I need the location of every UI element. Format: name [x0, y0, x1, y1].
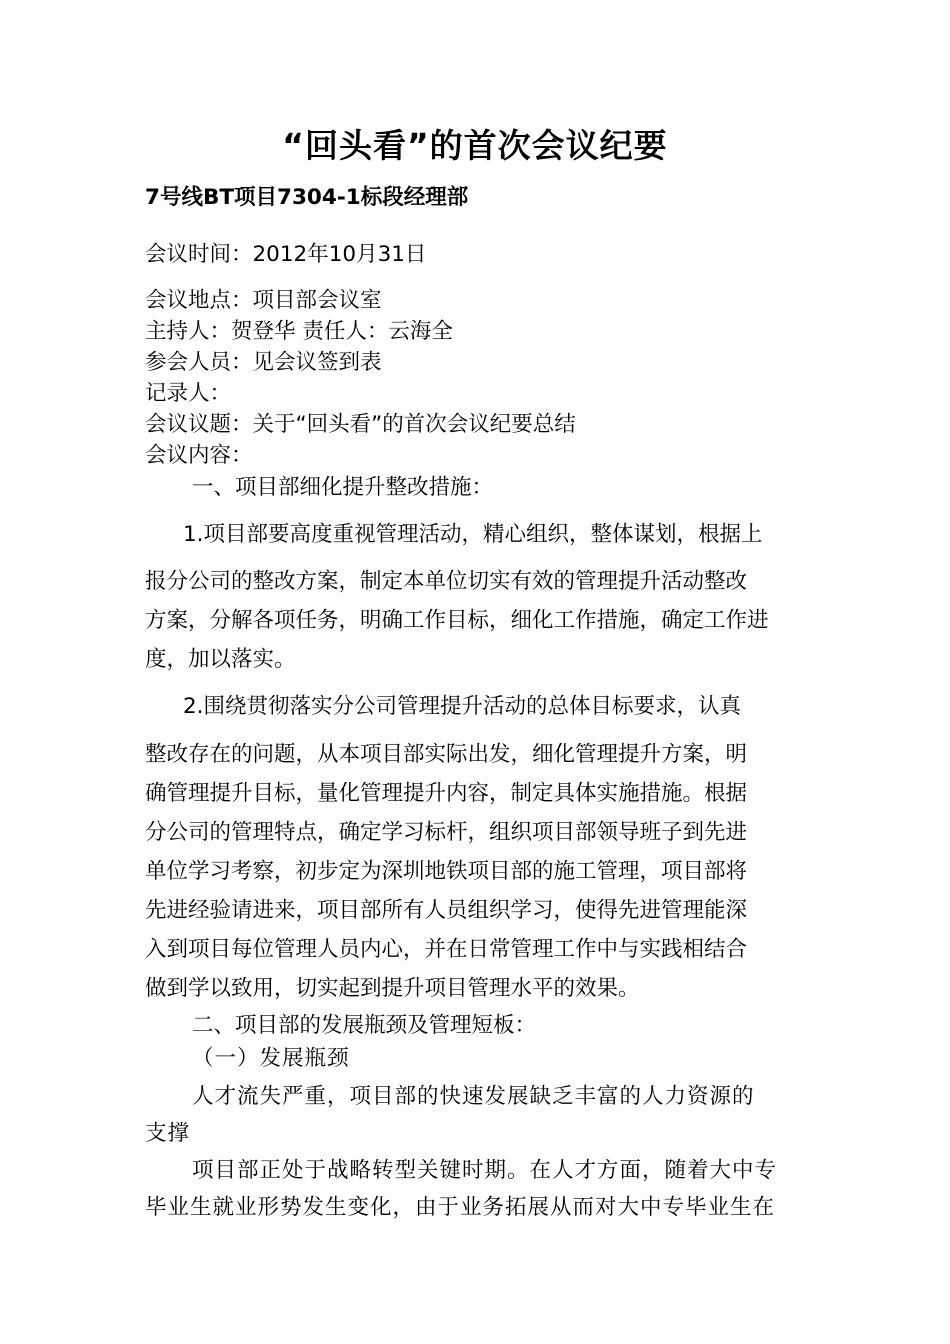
- item2-line: 2.围绕贯彻落实分公司管理提升活动的总体目标要求，认真: [183, 694, 742, 719]
- meeting-place: 会议地点：项目部会议室: [145, 288, 382, 313]
- meeting-time: 会议时间：2012年10月31日: [145, 242, 427, 267]
- transition-line: 毕业生就业形势发生变化，由于业务拓展从而对大中专毕业生在: [145, 1195, 776, 1220]
- item2-line: 先进经验请进来，项目部所有人员组织学习，使得先进管理能深: [145, 898, 748, 923]
- talent-line: 支撑: [145, 1121, 191, 1146]
- transition-line: 项目部正处于战略转型关键时期。在人才方面，随着大中专: [192, 1158, 778, 1183]
- item2-line: 确管理提升目标，量化管理提升内容，制定具体实施措施。根据: [145, 781, 748, 806]
- item2-line: 入到项目每位管理人员内心，并在日常管理工作中与实践相结合: [145, 937, 748, 962]
- document-title: “回头看”的首次会议纪要: [282, 126, 668, 165]
- item2-line: 单位学习考察，初步定为深圳地铁项目部的施工管理，项目部将: [145, 859, 748, 884]
- section1-heading: 一、项目部细化提升整改措施：: [192, 475, 494, 500]
- item2-line: 分公司的管理特点，确定学习标杆，组织项目部领导班子到先进: [145, 820, 748, 845]
- item2-line: 做到学以致用，切实起到提升项目管理水平的效果。: [145, 976, 640, 1001]
- recorder: 记录人：: [145, 381, 232, 406]
- section2-heading: 二、项目部的发展瓶颈及管理短板：: [192, 1013, 537, 1038]
- item1-line: 度，加以落实。: [145, 647, 296, 672]
- item1-line: 报分公司的整改方案，制定本单位切实有效的管理提升活动整改: [145, 569, 748, 594]
- host-and-owner: 主持人：贺登华 责任人：云海全: [145, 319, 453, 344]
- org-line: 7号线BT项目7304-1标段经理部: [145, 185, 469, 210]
- attendees: 参会人员：见会议签到表: [145, 350, 382, 375]
- talent-line: 人才流失严重，项目部的快速发展缺乏丰富的人力资源的: [192, 1084, 755, 1109]
- content-label: 会议内容：: [145, 443, 253, 468]
- meeting-topic: 会议议题：关于“回头看”的首次会议纪要总结: [145, 412, 576, 437]
- item1-line: 方案，分解各项任务，明确工作目标，细化工作措施，确定工作进: [145, 608, 769, 633]
- item2-line: 整改存在的问题，从本项目部实际出发，细化管理提升方案，明: [145, 742, 748, 767]
- item1-line: 1.项目部要高度重视管理活动，精心组织，整体谋划，根据上: [183, 522, 763, 547]
- subsection1-heading: （一）发展瓶颈: [192, 1046, 350, 1071]
